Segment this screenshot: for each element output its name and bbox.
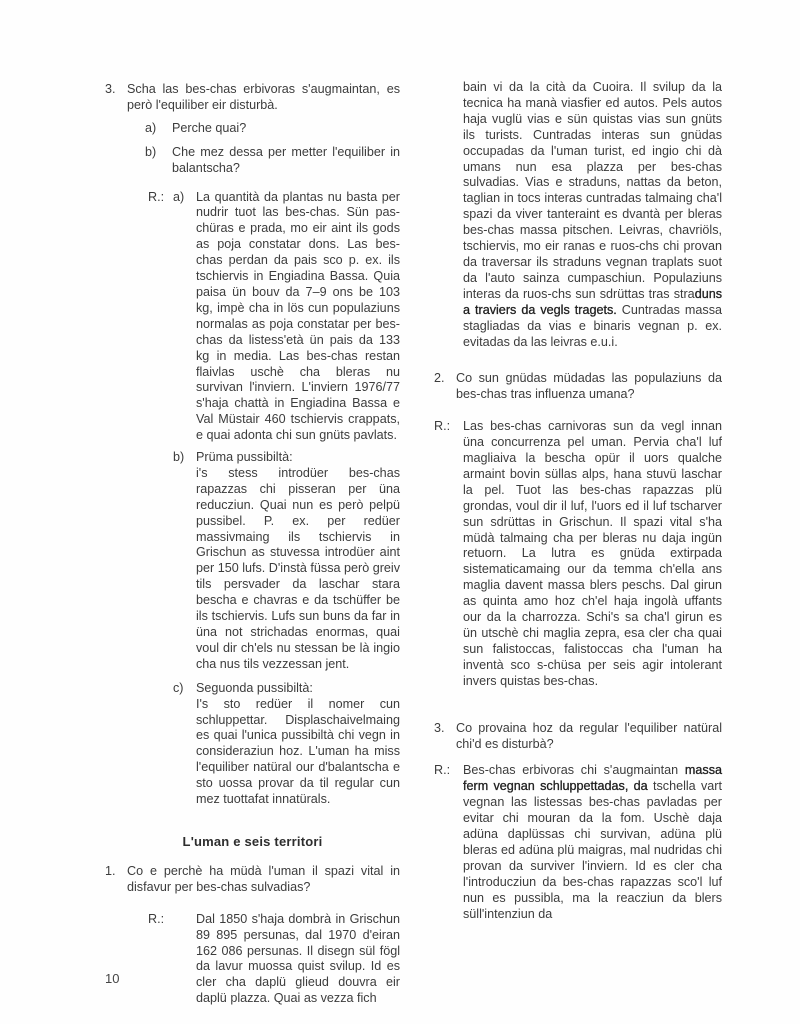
answer-3-right-text: Bes-chas erbivoras chi s'augmaintan massa ferm vegnan schluppettadas, da tschella vart vegnan las listessas bes-chas pavladas per evitar chi mouran da la fom. Uschè daja adüna daplüssas chi survivan, adüna plü bleras ed adüna plü maigras, mal nudridas chi provan da surviver l'inviern. Id es cler cha l'introducziun da bes-chas rapazzas sco'l luf nun es pussibla, ma la reacziun da blers süll'intenziun da: [463, 763, 722, 921]
question-3-number: 3.: [105, 82, 116, 96]
question-3a-label: a): [145, 120, 157, 135]
answer-1-text: Dal 1850 s'haja dombrà in Grischun 89 895 persunas, dal 1970 d'eiran 162 086 persunas. Il disegn sül fögl da lavur muossa quist svilup. Id es cler cha daplü glieud douvra eir daplü plazza. Quai as vezza fich: [196, 911, 400, 1006]
answer-3b-title: Prüma pussibiltà:: [196, 450, 293, 465]
answer-3c-title: Seguonda pussibiltà:: [196, 680, 313, 695]
question-3b-label: b): [145, 144, 157, 159]
question-2-text: Co sun gnüdas müdadas las populaziuns da bes-chas tras influenza umana?: [456, 371, 722, 402]
answer-3b-body: [196, 450, 400, 673]
answer-3a-label: a): [173, 189, 185, 204]
page-number: 10: [105, 971, 120, 986]
question-1-text: Co e perchè ha müdà l'uman il spazi vital in disfavur per bes-chas sulvadias?: [127, 863, 400, 894]
answer-3c-body: [196, 681, 400, 808]
answer-3a-text: La quantità da plantas nu basta per nudrir tuot las bes-chas. Sün pas-chüras e prada, mo eir aint ils gods as poja constatar dons. Las bes-chas perdan da pais sco p. ex. ils tschiervis in Engiadina Bassa. Quia paisa ün bouv da 7–9 ons be 103 kg, impè cha in lös cun populaziuns normalas as poja constatar per bes-chas da listess'età ün pais da 133 kg in media. Las bes-chas restan flaivlas uschè cha bleras nu survivan l'inviern. L'inviern 1976/77 s'haja chattà in Engiadina Bassa e Val Müstair 460 tschiervis crappats, e quai adonta chi sun gnüts pavlats.: [196, 189, 400, 443]
answer-3b-text: i's stess introdüer bes-chas rapazzas chi pisseran per üna reducziun. Quai nun es però pelpü pussibel. P. ex. per redüer massivmaing ils tschiervis in Grischun as stuvessa introdüer aint per 150 lufs. D'instà füssa però greiv tils persvader da laschar stara bescha e chavras e da tschüffer be ils tschiervis. Lufs sun buns da far in üna not strichadas enormas, quai voul dir ch'els nu stessan be là ingio cha nus tils vezzessan jent.: [196, 465, 401, 671]
continuation-paragraph: bain vi da la cità da Cuoira. Il svilup da la tecnica ha manà viasfier ed autos. Pels autos haja vuglü vias e sün quistas vias sun gnüts ils turists. Cuntradas interas sun gnüdas occupadas da l'uman turist, ed ingio chi dà umans nun esa plazza per bes-chas sulvadias. Vias e straduns, nattas da beton, taglian in tocs interas cuntradas talmaing cha'l spazi da viver tanteraint es dvantà per bleras bes-chas massa pitschen. Leivras, chavriöls, tschiervis, mo eir ranas e ruos-chs chi provan da traversar ils straduns vegnan traplats suot da l'auto sainza cumpaschiun. Populaziuns interas da ruos-chs sun sdrüttas tras straduns a traviers da vegls tragets. Cuntradas massa stagliadas da vias e binaris vegnan p. ex. evitadas da las leivras e.u.i.: [463, 80, 722, 349]
question-1: [105, 864, 400, 896]
question-3b-text: Che mez dessa per metter l'equiliber in balantscha?: [172, 144, 400, 175]
question-3b: [145, 145, 400, 177]
answer-3-r-label: R.:: [148, 189, 165, 204]
question-3-right-number: 3.: [434, 720, 445, 735]
question-2-number: 2.: [434, 371, 445, 386]
answer-1: [148, 912, 400, 1007]
answer-2-r-label: R.:: [434, 419, 451, 434]
question-1-number: 1.: [105, 863, 116, 878]
question-3-text: Scha las bes-chas erbivoras s'augmaintan, es però l'equiliber eir disturbà.: [127, 82, 400, 112]
answer-2-text: Las bes-chas carnivoras sun da vegl innan üna concurrenza pel uman. Pervia cha'l luf magliaiva la bescha opür il uors qualche armaint bovin süllas alps, hana stuvü laschar la pel. Tuot las bes-chas rapazzas plü grondas, voul dir il luf, l'uors ed il luf tscharver sun sdrüttas in Grischun. Il spazi vital s'ha müdà talmaing cha per bleras nu daja ingün retuorn. La lutra es gnüda extirpada sistematicamaing our da temma ch'ella ans maglia davent massa blers peschs. Dal girun as quinta amo hoz ch'el haja ingolà uffants our da la charrozza. Schi's sa cha'l girun es ün utschè chi maglia zepra, esa cler cha quai sun falistoccas, falistoccas cha l'uman ha inventà sco s-chüsa per seis agir intolerant invers quistas bes-chas.: [463, 419, 722, 688]
answer-2: [434, 419, 722, 689]
question-3-right-text: Co provaina hoz da regular l'equiliber natüral chi'd es disturbà?: [456, 720, 722, 751]
question-3a-text: Perche quai?: [172, 120, 247, 135]
answer-3c-label: c): [173, 680, 184, 695]
answer-1-r-label: R.:: [148, 911, 165, 926]
answer-3c-text: I's sto redüer il nomer cun schluppettar. Displaschaivelmaing es quai l'unica pussibiltà chi vegn in consideraziun hoz. L'uman ha miss l'equiliber natüral our d'balantscha e sto uossa provar da til regular cun mez tuottafat innatürals.: [196, 696, 400, 807]
answer-3b: [173, 450, 400, 673]
answer-3-right: [434, 763, 722, 922]
answer-3c: [173, 681, 400, 808]
answer-3b-label: b): [173, 450, 185, 465]
question-2: [434, 371, 722, 403]
left-column: [105, 82, 400, 1007]
question-3-right: [434, 721, 722, 753]
section-heading: L'uman e seis territori: [182, 833, 323, 849]
answer-3a: [148, 190, 400, 445]
question-3a: [145, 121, 400, 137]
answer-3-right-r-label: R.:: [434, 763, 451, 778]
right-column: [434, 80, 722, 923]
question-3: [105, 82, 400, 114]
